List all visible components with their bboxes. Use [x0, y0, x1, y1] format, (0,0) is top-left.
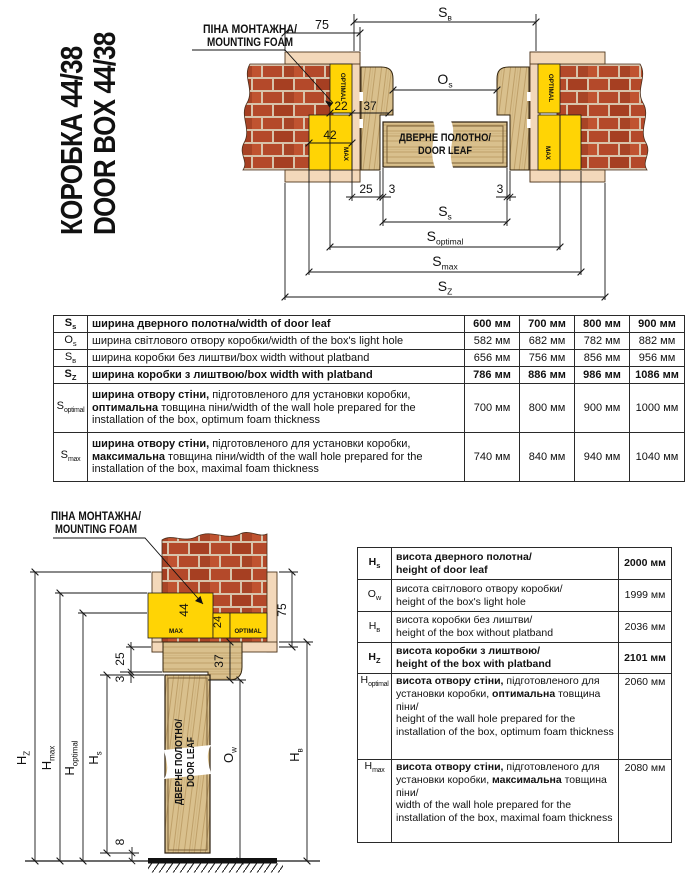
- dim-symbol: $H_Z$: [358, 643, 392, 674]
- horizontal-section-diagram: [0, 0, 694, 312]
- dim-hz-label: $H_Z$: [14, 750, 32, 766]
- dim-value: 1000 мм: [630, 384, 685, 433]
- dim-value: 656 мм: [465, 350, 520, 367]
- dim-value: 840 мм: [520, 433, 575, 482]
- foam-max-header-label: MAX: [169, 628, 183, 635]
- table-row: [358, 760, 672, 843]
- table-row: [358, 548, 672, 580]
- dim-value: 940 мм: [575, 433, 630, 482]
- dim-value: 1999 мм: [619, 580, 672, 612]
- threshold-bar: [148, 858, 277, 864]
- box-notch: [527, 92, 531, 101]
- dim-value: 956 мм: [630, 350, 685, 367]
- dim-hb-label: $H_в$: [287, 748, 305, 762]
- dim-value: 2060 мм: [619, 674, 672, 760]
- dim-symbol: $H_s$: [358, 548, 392, 580]
- dim-value: 700 мм: [465, 384, 520, 433]
- dim-symbol: $S_{max}$: [54, 433, 88, 482]
- vertical-section-diagram: [0, 490, 355, 878]
- door-leaf-label-en: DOOR LEAF: [186, 728, 197, 787]
- door-leaf-label-ua: ДВЕРНЕ ПОЛОТНО/: [174, 707, 185, 805]
- dim-description: ширина коробки без лиштви/box width without platband: [88, 350, 465, 367]
- table-row: [358, 674, 672, 760]
- door-leaf-label-ua: ДВЕРНЕ ПОЛОТНО/: [399, 132, 491, 144]
- mounting-foam-label-en: MOUNTING FOAM: [207, 37, 293, 49]
- dim-symbol: $O_w$: [358, 580, 392, 612]
- dim-value: 1040 мм: [630, 433, 685, 482]
- dim-value: 2101 мм: [619, 643, 672, 674]
- dim-value: 900 мм: [575, 384, 630, 433]
- dim-value: 886 мм: [520, 367, 575, 384]
- box-notch: [527, 119, 531, 128]
- foam-optimal-right-label: OPTIMAL: [547, 73, 554, 103]
- foam-max-left: [309, 115, 352, 170]
- dim-value: 800 мм: [520, 384, 575, 433]
- mounting-foam-label-ua: ПІНА МОНТАЖНА/: [203, 24, 298, 36]
- dim-75: 75: [315, 18, 329, 32]
- dim-description: ширина дверного полотна/width of door leaf: [88, 316, 465, 333]
- dim-symbol: $S_в$: [54, 350, 88, 367]
- dim-value: 782 мм: [575, 333, 630, 350]
- dim-value: 786 мм: [465, 367, 520, 384]
- dim-value: 582 мм: [465, 333, 520, 350]
- dim-value: 600 мм: [465, 316, 520, 333]
- dim-description: висота отвору стіни, підготовленого для установки коробки, оптимальна товщина піни/ height of the wall hole prepared for the installation of the box, optimum foam thickness: [392, 674, 619, 760]
- table-row: [358, 643, 672, 674]
- dim-37: 37: [212, 654, 226, 668]
- dim-value: 2036 мм: [619, 612, 672, 643]
- dim-42: 42: [323, 128, 337, 142]
- dim-soptimal-label: $S_{optimal}$: [426, 228, 464, 247]
- dim-smax-label: $S_{max}$: [432, 253, 458, 272]
- height-spec-table: [357, 547, 672, 843]
- dim-24: 24: [212, 615, 224, 629]
- product-title-ua: КОРОБКА 44/38: [54, 46, 89, 235]
- dim-symbol: $S_Z$: [54, 367, 88, 384]
- dim-description: ширина коробки з лиштвою/box width with platband: [88, 367, 465, 384]
- dim-value: 986 мм: [575, 367, 630, 384]
- dim-description: ширина світлового отвору коробки/width of the box's light hole: [88, 333, 465, 350]
- dim-value: 882 мм: [630, 333, 685, 350]
- door-leaf-top: [383, 119, 507, 170]
- dim-symbol: $S_{optimal}$: [54, 384, 88, 433]
- dim-description: висота дверного полотна/ height of door leaf: [392, 548, 619, 580]
- dim-value: 2080 мм: [619, 760, 672, 843]
- dim-value: 900 мм: [630, 316, 685, 333]
- mounting-foam-label-en: MOUNTING FOAM: [55, 524, 137, 536]
- dim-value: 1086 мм: [630, 367, 685, 384]
- table-row: [54, 333, 685, 350]
- dim-description: висота світлового отвору коробки/ height of the box's light hole: [392, 580, 619, 612]
- dim-25: 25: [359, 182, 373, 196]
- table-row: [358, 580, 672, 612]
- dim-symbol: $O_s$: [54, 333, 88, 350]
- dim-value: 2000 мм: [619, 548, 672, 580]
- dim-symbol: $H_{optimal}$: [358, 674, 392, 760]
- dim-value: 682 мм: [520, 333, 575, 350]
- dim-44: 44: [177, 603, 191, 617]
- dim-description: висота отвору стіни, підготовленого для установки коробки, максимальна товщина піни/ width of the wall hole prepared for the installation of the box, maximal foam thickness: [392, 760, 619, 843]
- dim-symbol: $H_в$: [358, 612, 392, 643]
- dim-value: 700 мм: [520, 316, 575, 333]
- table-row: [54, 316, 685, 333]
- dim-description: висота коробки з лиштвою/ height of the box with platband: [392, 643, 619, 674]
- dim-ss-label: $S_s$: [438, 203, 452, 222]
- dim-37: 37: [363, 99, 377, 113]
- dim-sz-label: $S_Z$: [437, 278, 453, 297]
- dim-value: 756 мм: [520, 350, 575, 367]
- dim-description: ширина отвору стіни, підготовленого для установки коробки, максимальна товщина піни/width of the wall hole prepared for the installation of the box, maximal foam thickness: [88, 433, 465, 482]
- dim-value: 800 мм: [575, 316, 630, 333]
- dim-value: 740 мм: [465, 433, 520, 482]
- foam-optimal-left-label: OPTIMAL: [339, 72, 346, 102]
- box-notch: [360, 119, 364, 128]
- dim-22: 22: [334, 99, 348, 113]
- dim-description: висота коробки без лиштви/ height of the box without platband: [392, 612, 619, 643]
- table-row: [54, 384, 685, 433]
- dim-description: ширина отвору стіни, підготовленого для установки коробки, оптимальна товщина піни/width of the wall hole prepared for the installation of the box, optimum foam thickness: [88, 384, 465, 433]
- dim-value: 856 мм: [575, 350, 630, 367]
- mounting-foam-label-ua: ПІНА МОНТАЖНА/: [51, 511, 142, 523]
- product-title-en: DOOR BOX 44/38: [86, 32, 122, 235]
- table-row: [54, 350, 685, 367]
- dim-8: 8: [113, 838, 127, 846]
- foam-optimal-header-label: OPTIMAL: [234, 629, 262, 635]
- dim-3-right: 3: [496, 182, 504, 196]
- dim-hoptimal-label: $H_{optimal}$: [62, 740, 80, 776]
- dim-3-left: 3: [388, 182, 396, 196]
- dim-75: 75: [275, 603, 289, 617]
- door-leaf-bottom: [164, 675, 211, 853]
- dim-sb-label: $S_в$: [438, 4, 452, 23]
- door-leaf-label-en: DOOR LEAF: [418, 145, 473, 157]
- dim-3: 3: [113, 675, 127, 683]
- dim-os-label: $O_s$: [437, 71, 453, 90]
- foam-max-right: [538, 115, 581, 170]
- dim-hs-label: $H_s$: [86, 751, 104, 765]
- table-row: [54, 367, 685, 384]
- dim-hmax-label: $H_{max}$: [39, 745, 57, 771]
- dim-symbol: $S_s$: [54, 316, 88, 333]
- foam-max-left-label: MAX: [342, 147, 349, 161]
- dim-ow-label: $O_w$: [221, 747, 239, 763]
- table-row: [358, 612, 672, 643]
- floor-hatch: [148, 864, 283, 873]
- dim-symbol: $H_{max}$: [358, 760, 392, 843]
- table-row: [54, 433, 685, 482]
- width-spec-table: [53, 315, 685, 482]
- dim-25: 25: [113, 652, 127, 666]
- foam-max-right-label: MAX: [544, 146, 551, 160]
